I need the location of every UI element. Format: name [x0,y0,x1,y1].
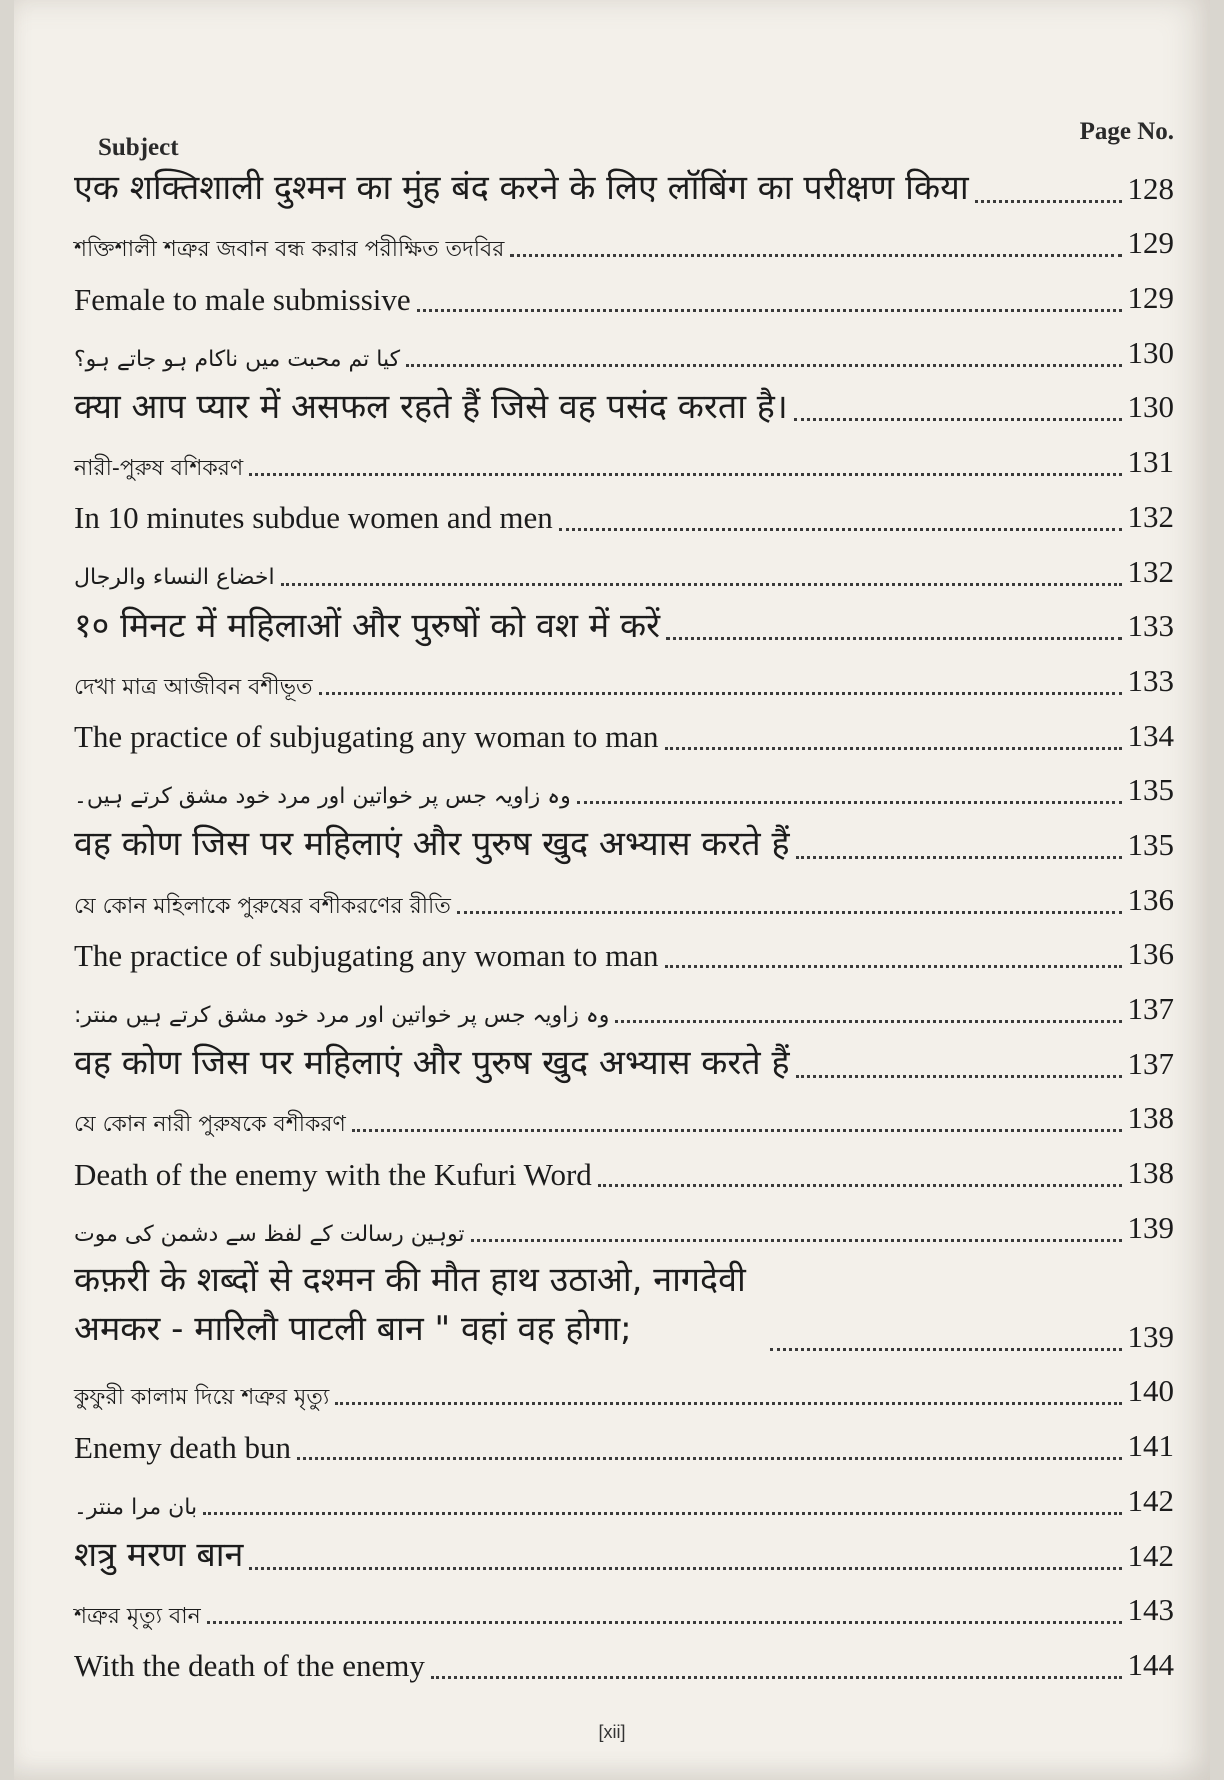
dot-leader [577,801,1122,804]
toc-entry-title: কুফুরী কালাম দিয়ে শত্রুর মৃত্যু [74,1385,330,1411]
toc-entry-title: দেখা মাত্র আজীবন বশীভূত [74,674,313,700]
toc-entry-title: कफ़री के शब्दों से दश्मन की मौत हाथ उठाओ, नागदेवी अमकर - मारिलौ पाटली बान " वहां वह होगा; [74,1260,746,1350]
toc-entry-page: 129 [1127,280,1174,316]
toc-entry [74,160,1174,215]
toc-entry-page: 133 [1127,662,1174,698]
dot-leader [297,1457,1122,1460]
dot-leader [431,1676,1122,1679]
dot-leader [457,911,1122,914]
toc-entry [74,1417,1174,1472]
toc-entry-page: 133 [1127,608,1174,644]
toc-entry-title: एक शक्तिशाली दुश्मन का मुंह बंद करने के लिए लॉबिंग का परीक्षण किया [74,168,969,208]
dot-leader [417,309,1122,312]
toc-entry-page: 130 [1127,334,1174,370]
toc-entry [74,433,1174,488]
toc-entry-page: 137 [1127,991,1174,1026]
toc-entry-page: 132 [1127,553,1174,589]
toc-entry-title: শক্তিশালী শত্রুর জবান বন্ধ করার পরীক্ষিত তদবির [74,237,505,263]
page-footer-number: [xii] [598,1722,626,1742]
dot-leader [249,473,1121,476]
toc-entry [74,269,1174,324]
dot-leader [598,1184,1122,1187]
table-of-contents [74,160,1174,1691]
toc-entry-title: کیا تم محبت میں ناکام ہو جاتے ہو؟ [74,346,401,372]
dot-leader [335,1402,1121,1405]
toc-entry [74,1144,1174,1199]
toc-entry-title: توہین رسالت کے لفظ سے دشمن کی موت [74,1221,465,1247]
toc-entry-title: শত্রুর মৃত্যু বান [74,1604,201,1630]
dot-leader [352,1129,1122,1132]
toc-entry-page: 140 [1127,1373,1174,1409]
toc-entry-page: 135 [1127,772,1174,808]
toc-entry [74,980,1174,1035]
toc-entry-page: 131 [1127,444,1174,480]
toc-entry-title: Enemy death bun [74,1429,291,1465]
toc-entry-page: 142 [1127,1482,1174,1518]
toc-entry [74,215,1174,270]
dot-leader [796,856,1122,859]
toc-entry-title: নারী-পুরুষ বশিকরণ [74,456,244,482]
toc-entry-title: शत्रु मरण बान [74,1534,244,1575]
toc-entry [74,1090,1174,1145]
toc-entry-page: 130 [1127,389,1174,425]
dot-leader [249,1567,1121,1570]
toc-entry [74,488,1174,543]
toc-entry-page: 134 [1127,717,1174,753]
dot-leader [665,965,1122,968]
book-page [14,0,1210,1780]
toc-entry-page: 141 [1127,1428,1174,1464]
toc-entry [74,1035,1174,1090]
toc-entry-title: The practice of subjugating any woman to man [74,719,659,755]
toc-entry [74,1636,1174,1691]
toc-entry-page: 137 [1127,1045,1174,1081]
dot-leader [207,1621,1122,1624]
dot-leader [615,1020,1121,1023]
toc-entry-page: 132 [1127,498,1174,534]
dot-leader [794,418,1122,421]
toc-entry-title: वह कोण जिस पर महिलाएं और पुरुष खुद अभ्यास करते हैं [74,824,790,865]
toc-entry-title: وہ زاویہ جس پر خواتین اور مرد خود مشق کرتے ہیں۔ [74,784,571,810]
toc-entry-page: 135 [1127,826,1174,862]
toc-entry-title: اخضاع النساء والرجال [74,565,275,591]
toc-entry-title: With the death of the enemy [74,1648,425,1684]
dot-leader [665,747,1122,750]
subject-heading: Subject [98,134,179,161]
dot-leader [666,637,1122,640]
toc-entry-page: 128 [1127,170,1174,206]
toc-entry-title: The practice of subjugating any woman to man [74,937,659,973]
toc-entry [74,543,1174,598]
toc-entry [74,816,1174,871]
toc-entry-page: 138 [1127,1100,1174,1136]
dot-leader [406,364,1121,367]
toc-entry [74,324,1174,379]
toc-entry-page: 139 [1127,1209,1174,1245]
toc-entry [74,652,1174,707]
toc-entry-title: যে কোন মহিলাকে পুরুষের বশীকরণের রীতি [74,893,451,919]
toc-entry-page: 139 [1127,1318,1174,1354]
toc-entry [74,379,1174,434]
toc-entry-page: 144 [1127,1646,1174,1682]
toc-entry [74,926,1174,981]
toc-entry-title: क्या आप प्यार में असफल रहते हैं जिसे वह पसंद करता है। [74,386,788,427]
toc-entry-page: 129 [1127,225,1174,261]
toc-entry-title: Female to male submissive [74,281,411,317]
toc-entry-page: 136 [1127,936,1174,972]
toc-entry-title: যে কোন নারী পুরুষকে বশীকরণ [74,1112,346,1138]
toc-entry [74,1582,1174,1637]
toc-entry-title: بان مرا منتر۔ [74,1494,198,1520]
toc-entry-title: Death of the enemy with the Kufuri Word [74,1156,592,1192]
toc-entry-title: وہ زاویہ جس پر خواتین اور مرد خود مشق کرتے ہیں منتر: [74,1002,610,1028]
toc-entry [74,1254,1174,1363]
toc-entry [74,1472,1174,1527]
toc-entry [74,762,1174,817]
toc-entry-page: 143 [1127,1592,1174,1628]
page-number-heading: Page No. [1079,118,1174,145]
toc-entry-page: 138 [1127,1155,1174,1191]
dot-leader [203,1512,1121,1515]
toc-entry [74,1363,1174,1418]
toc-entry-title: १० मिनट में महिलाओं और पुरुषों को वश में करें [74,605,660,646]
toc-entry [74,707,1174,762]
toc-entry [74,871,1174,926]
toc-entry [74,598,1174,653]
dot-leader [770,1348,1122,1351]
toc-entry [74,1527,1174,1582]
toc-entry-title: वह कोण जिस पर महिलाएं और पुरुष खुद अभ्यास करते हैं [74,1043,790,1083]
dot-leader [281,583,1122,586]
dot-leader [796,1075,1122,1078]
dot-leader [510,254,1121,257]
toc-entry-page: 142 [1127,1537,1174,1573]
dot-leader [319,692,1122,695]
dot-leader [975,200,1122,203]
toc-entry-page: 136 [1127,881,1174,917]
dot-leader [471,1239,1122,1242]
toc-entry [74,1199,1174,1254]
dot-leader [559,528,1122,531]
toc-entry-title: In 10 minutes subdue women and men [74,500,553,536]
